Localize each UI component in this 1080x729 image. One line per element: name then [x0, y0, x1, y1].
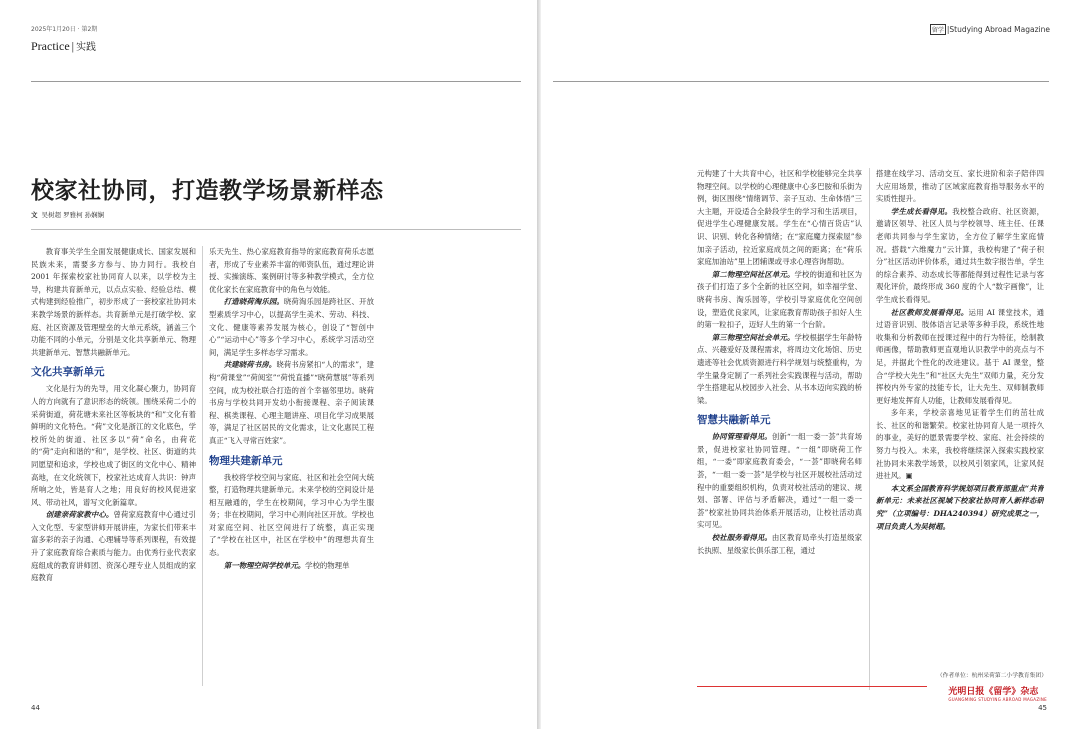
- article-title: 校家社协同，打造教学场景新样态: [31, 178, 384, 204]
- paragraph-text: 学校根据学生年龄特点、兴趣爱好及课程需求，将周边文化场馆、历史遗迹等社会优质资源进行科学规划与统整重构，为学生量身定制了一系列社会实践课程与活动，帮助学生搭建起从校园步入社会、从书本迈向实践的桥梁。: [697, 332, 862, 405]
- subheading-smart-integration: 智慧共融新单元: [697, 414, 771, 427]
- footer-logo-en: GUANGMING STUDYING ABROAD MAGAZINE: [948, 697, 1047, 702]
- footer-logo-text: 光明日报《留学》杂志: [948, 687, 1039, 697]
- paragraph: [209, 296, 374, 359]
- paragraph: [209, 359, 374, 447]
- paragraph: 教育事关学生全面发展健康成长、国家发展和民族未来，需要多方参与、协力同行。我校自 2001 年探索校家社协同育人以来，以学校为主导，构建共育新单元，以点点实验、经验总结、模式构建到经验推广，初步形成了一套校家社协同未来教学场景的新样态。共育新单元是打破学校、家庭、社区资源及管理壁垒的大单元系统，涵盖三个功能不同的小单元，分别是文化共享新单元、物理共建新单元、智慧共融新单元。: [31, 247, 196, 357]
- paragraph-text: 学校的物理单: [305, 560, 350, 570]
- keyword-lead: 协同管理看得见。: [711, 432, 772, 442]
- paragraph: [697, 532, 862, 557]
- left-page: [0, 0, 537, 729]
- funding-note: [876, 483, 1044, 533]
- column-divider: [202, 246, 203, 686]
- author-names: 吴树超 罗雅柯 孙娴娴: [41, 211, 105, 219]
- note-text: “共育新单元：未来社区视域下校家社协同育人新样态研究”（立项编号：DHA240394）研究成果之一，项目负责人为吴树超。: [876, 483, 1044, 531]
- keyword-lead: 创建亲荷家教中心。: [45, 510, 114, 520]
- author-affiliation: （作者单位：杭州采荷第二小学教育集团）: [936, 673, 1047, 679]
- subheading-culture-sharing: 文化共享新单元: [31, 366, 105, 379]
- footer-magazine-logo: [948, 684, 1047, 702]
- column-divider: [869, 168, 870, 690]
- paragraph-text: 我校整合政府、社区资源，邀请区领导、社区人员与学校领导、班主任、任课老师共同参与学生家访，全方位了解学生家庭情况。搭载“六维魔力”云计算，我校构建了“荷子积分”社区活动评价体系，通过共生数字报告单，学生的综合素养、动态成长等都能得到过程性记录与客观化评价，最终形成 360 度的个人“数字画像”，让学生成长看得见。: [876, 206, 1044, 304]
- byline: [31, 210, 104, 219]
- byline-label: 文: [31, 211, 38, 219]
- header-rule: [553, 81, 1049, 82]
- text-column-1: [31, 246, 196, 691]
- paragraph-text: 晓荷书房紧扣“人的需求”，建构“荷课堂”“荷阅室”“荷悦直播”“晓荷慧展”等系列空间，成为校社联合打造的首个幸福邻里坊。晓荷书房与学校共同开发幼小衔接课程、亲子阅读课程、棋类课程、心理主题讲座、项目化学习成果展等，满足了社区居民的文化需求，让文化惠民工程真正“飞入寻常百姓家”。: [209, 360, 374, 445]
- keyword-lead: 第二物理空间社区单元。: [711, 269, 795, 279]
- section-zh: 实践: [76, 42, 97, 53]
- paragraph: [876, 206, 1044, 307]
- keyword-lead: 社区教师发展看得见。: [890, 307, 969, 317]
- keyword-lead: 第三物理空间社会单元。: [711, 332, 795, 342]
- paragraph-text: 曾荷家庭教育中心通过引入文化型、专家型讲师开展讲座，为家长们带来丰富多彩的亲子沟通、心理辅导等系列课程，有效提升了家庭教育综合素质与能力。由优秀行业代表家庭组成的教育讲师团、资深心理专业人员组成的家庭教育: [31, 510, 196, 583]
- paragraph-text: 学校的街道和社区为孩子们打造了多个全新的社区空间，如幸福学堂、晓荷书房、淘乐园等，学校引导家庭优化空间创设，塑造优良家风，让家庭教育帮助孩子扣好人生的第一粒扣子，迈好人生的第一个台阶。: [697, 269, 862, 330]
- page-number-right: 45: [1038, 704, 1047, 712]
- text-column-2: [209, 246, 374, 691]
- subheading-physical-building: 物理共建新单元: [209, 454, 283, 467]
- paragraph-text: 晓荷淘乐园是跨社区、开放型素质学习中心，以提高学生美术、劳动、科技、文化、健康等素养发展为核心，创设了“智创中心”“运动中心”等多个学习中心，系统学习活动空间，满足学生多样态学习需求。: [209, 297, 374, 357]
- page-number-left: 44: [31, 704, 40, 712]
- paragraph: [697, 269, 862, 332]
- paragraph: 元构建了十大共育中心，社区和学校能够完全共享物理空间。以学校的心理健康中心多巴胺和乐街为例，街区围绕“情绪调节、亲子互动、生命体悟”三大主题，开设适合全龄段学生的学习和生活项目，促进学生心理健康发展。学生在“心情百货店”认识、识别、转化各种情绪；在“家庭魔力探索屋”参加亲子活动，拉近家庭成员之间的距离；在“荷乐家庭加油站”里上团辅课或寻求心理咨询帮助。: [697, 169, 862, 267]
- paragraph-text: 创新“一组一委一荟”共育场景，促进校家社协同管理。“一组”即晓荷工作组，“一委”即家庭教育委会，“一荟”即晓荷名师荟，“一组一委一荟”是学校与社区开展校社活动过程中的重要组织机构，负责对校社活动的建议、规划、部署、评估与矛盾解决，通过“一组一委一荟”校家社协同共治体系开展活动，让校社活动真实可见。: [697, 432, 862, 530]
- header-rule: [31, 81, 521, 82]
- magazine-logo: 留学: [930, 24, 946, 35]
- paragraph: [31, 509, 196, 585]
- keyword-lead: 打造晓荷淘乐园。: [223, 297, 284, 307]
- paragraph: 我校将学校空间与家庭、社区和社会空间大统整，打造物理共建新单元。未来学校的空间设计是相互融通的，学生在校期间，学习中心为学生服务；非在校期间，学习中心则向社区开放。学校也对家庭空间、社区空间进行了统整，真正实现了“学校在社区中，社区在学校中”的理想共育生态。: [209, 472, 374, 558]
- paragraph: [876, 407, 1044, 483]
- keyword-lead: 共建晓荷书房。: [223, 360, 277, 370]
- paragraph: [697, 332, 862, 408]
- paragraph-text: 由区教育局牵头打造星级家长执照、星级家长俱乐部工程，通过: [697, 533, 862, 555]
- paragraph: [209, 560, 374, 573]
- section-en: Practice: [31, 39, 70, 53]
- issue-date: 2025年1月20日 · 第2期: [31, 26, 98, 33]
- magazine-name: |Studying Abroad Magazine: [946, 25, 1050, 34]
- paragraph: 乐天先生、热心家庭教育指导的家庭教育荷乐志愿者，形成了专业素养丰富的师资队伍，通过理论讲授、实操演练、案例研讨等多种教学模式，全方位优化家长在家庭教育中的角色与效能。: [209, 247, 374, 294]
- section-separator: |: [71, 39, 75, 53]
- paragraph-text: 运用 AI 课堂技术，通过语音识别、肢体语言记录等多种手段，系统性地收集和分析教师在授课过程中的行为特征，绘制教师画像，帮助教师更直观地认识教学中的亮点与不足，并据此个性化的改进建议。基于 AI 课堂，整合“学校大先生”和“社区大先生”双师力量，充分发挥校内外专家的技能专长，让大先生、双师制教师更好地发挥育人功能，让教师发展看得见。: [876, 307, 1044, 405]
- keyword-lead: 学生成长看得见。: [890, 206, 953, 216]
- paragraph: 搭建在线学习、活动交互、家长进阶和亲子陪伴四大应用场景，推动了区域家庭教育指导服务水平的实质性提升。: [876, 169, 1044, 204]
- keyword-lead: 校社服务看得见。: [711, 533, 772, 543]
- end-mark: ▣: [905, 471, 913, 481]
- section-label: [31, 38, 96, 54]
- text-column-4: [876, 168, 1044, 693]
- note-label: 本文系全国教育科学规划项目教育部重点: [890, 483, 1025, 493]
- byline-rule: [31, 229, 521, 230]
- keyword-lead: 第一物理空间学校单元。: [223, 560, 306, 570]
- paragraph: [876, 307, 1044, 408]
- text-column-3: [697, 168, 862, 693]
- paragraph: 文化是行为的先导，用文化凝心聚力，协同育人的方向就有了意识形态的统领。围绕采荷二小的采荷街道，荷花塘未来社区等板块的“和”文化有着鲜明的文化特色。“荷”文化是浙江的文化底色，学校所处的街道、社区多以“荷”命名，由荷花的“荷”走向和谐的“和”，是学校、社区、街道的共同愿望和追求，学校也成了街区的文化中心、精神高地，在文化统领下，校家社达成育人共识：钟声所响之处，皆是育人之地；用良好的校风促进家风、带动社风，谱写文化新篇章。: [31, 384, 196, 507]
- magazine-header: [930, 24, 1050, 35]
- paragraph: [697, 431, 862, 532]
- paragraph-text: 多年来，学校亲喜地见证着学生们的茁壮成长、社区的和谐繁荣。校家社协同育人是一项持久的事业，美好的愿景需要学校、家庭、社会持续的努力与投入。未来，我校将继续深入探索实践校家社协同未来教学场景，以校风引领家风，让家风促进社风。: [876, 408, 1044, 481]
- footer-rule: [697, 686, 927, 687]
